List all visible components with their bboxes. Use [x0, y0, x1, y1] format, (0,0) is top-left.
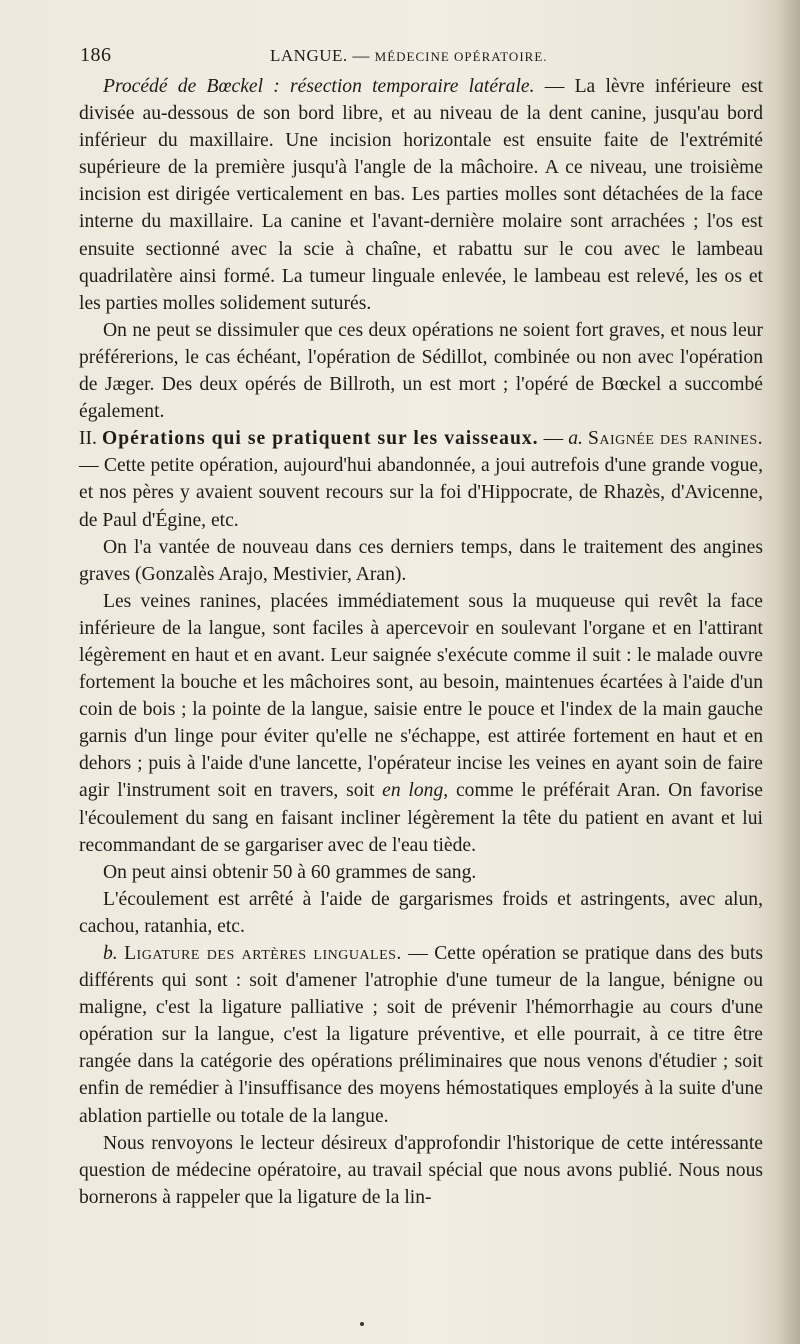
- paragraph-ligature: [79, 940, 763, 1130]
- subsection-title: Ligature des artères linguales.: [124, 943, 402, 964]
- paragraph-blood-quantity: On peut ainsi obtenir 50 à 60 grammes de sang.: [103, 861, 477, 883]
- subsection-letter: b.: [103, 943, 118, 964]
- page-body: [79, 73, 763, 1211]
- paragraph-text: — Cette petite opération, aujourd'hui abandonnée, a joui autrefois d'une grande vogue, et nos pères y avaient souvent recours sur la foi d'Hippocrate, de Rhazès, d'Avicenne, de Paul d'Égine, etc.: [79, 455, 763, 531]
- section-vessels: [79, 425, 763, 533]
- italic-phrase: en long: [382, 780, 444, 802]
- running-header: [80, 44, 760, 72]
- page-number: 186: [80, 44, 112, 66]
- running-title: [270, 46, 548, 66]
- procedure-title: Procédé de Bœckel : résection temporaire latérale.: [103, 76, 535, 97]
- paragraph-text: — La lèvre inférieure est divisée au-dessous de son bord libre, et au niveau de la dent canine, jusqu'au bord inférieur du maxillaire. Une incision horizontale est ensuite faite de l'extrémité supérieure de la première jusqu'à l'angle de la mâchoire. A ce niveau, une troisième incision est dirigée verticalement en bas. Les parties molles sont détachées de la face interne du maxillaire. La canine et l'avant-dernière molaire sont arrachées ; l'os est ensuite sectionné avec la scie à chaîne, et rabattu sur le cou avec le lambeau quadrilatère ainsi formé. La tumeur linguale enlevée, le lambeau est relevé, les os et les parties molles solidement suturés.: [79, 76, 763, 314]
- running-title-section: MÉDECINE OPÉRATOIRE.: [374, 49, 548, 64]
- section-number: II.: [79, 428, 97, 450]
- running-title-dash: —: [352, 46, 370, 65]
- paragraph-angines: On l'a vantée de nouveau dans ces derniers temps, dans le traitement des angines graves (Gonzalès Arajo, Mestivier, Aran).: [79, 536, 763, 585]
- subsection-letter: a.: [568, 428, 583, 450]
- paragraph-text: — Cette opération se pratique dans des buts différents qui sont : soit d'amener l'atrophie d'une tumeur de la langue, bénigne ou maligne, c'est la ligature palliative ; soit de prévenir l'hémorrhagie au cours d'une opération sur la langue, c'est la ligature préventive, et elle pourrait, à ce titre être rangée dans la catégorie des opérations préliminaires que nous venons d'étudier ; soit enfin de remédier à l'insuffisance des moyens hémostatiques employés à la suite d'une ablation partielle ou totale de la langue.: [79, 943, 763, 1127]
- paragraph-text: Les veines ranines, placées immédiatement sous la muqueuse qui revêt la face inférieure de la langue, sont faciles à apercevoir en soulevant l'organe et en l'attirant légèrement en haut et en avant. Leur saignée s'exécute comme il suit : le malade ouvre fortement la bouche et les mâchoires sont, au besoin, maintenues écartées à l'aide d'un coin de bois ; la pointe de la langue, saisie entre le pouce et l'index de la main gauche garnis d'un linge pour éviter qu'elle ne s'échappe, est attirée fortement en haut et en dehors ; puis à l'aide d'une lancette, l'opérateur incise les veines en ayant soin de faire agir l'instrument soit en travers, soit: [79, 590, 763, 802]
- paragraph-comparison: On ne peut se dissimuler que ces deux opérations ne soient fort graves, et nous leur préférerions, le cas échéant, l'opération de Sédillot, combinée ou non avec l'opération de Jæger. Des deux opérés de Billroth, un est mort ; l'opéré de Bœckel a succombé également.: [79, 319, 763, 423]
- print-speck: [360, 1322, 364, 1326]
- subsection-title: Saignée des ranines.: [587, 428, 764, 450]
- running-title-main: LANGUE.: [270, 46, 348, 65]
- page-edge-shadow: [778, 0, 800, 1344]
- paragraph-boeckel: [79, 73, 763, 317]
- paragraph-ranine-veins: [79, 588, 763, 859]
- section-heading: Opérations qui se pratiquent sur les vaisseaux.: [101, 428, 539, 450]
- section-dash: —: [538, 428, 569, 450]
- paragraph-references: Nous renvoyons le lecteur désireux d'approfondir l'historique de cette intéressante question de médecine opératoire, au travail spécial que nous avons publié. Nous nous bornerons à rappeler que la ligature de la lin-: [79, 1132, 763, 1208]
- paragraph-gargles: L'écoulement est arrêté à l'aide de gargarismes froids et astringents, avec alun, cachou, ratanhia, etc.: [79, 888, 763, 937]
- paragraph-text: , comme le préférait Aran. On favorise l'écoulement du sang en faisant incliner légèrement la tête du patient en avant et lui recommandant de se gargariser avec de l'eau tiède.: [79, 780, 763, 856]
